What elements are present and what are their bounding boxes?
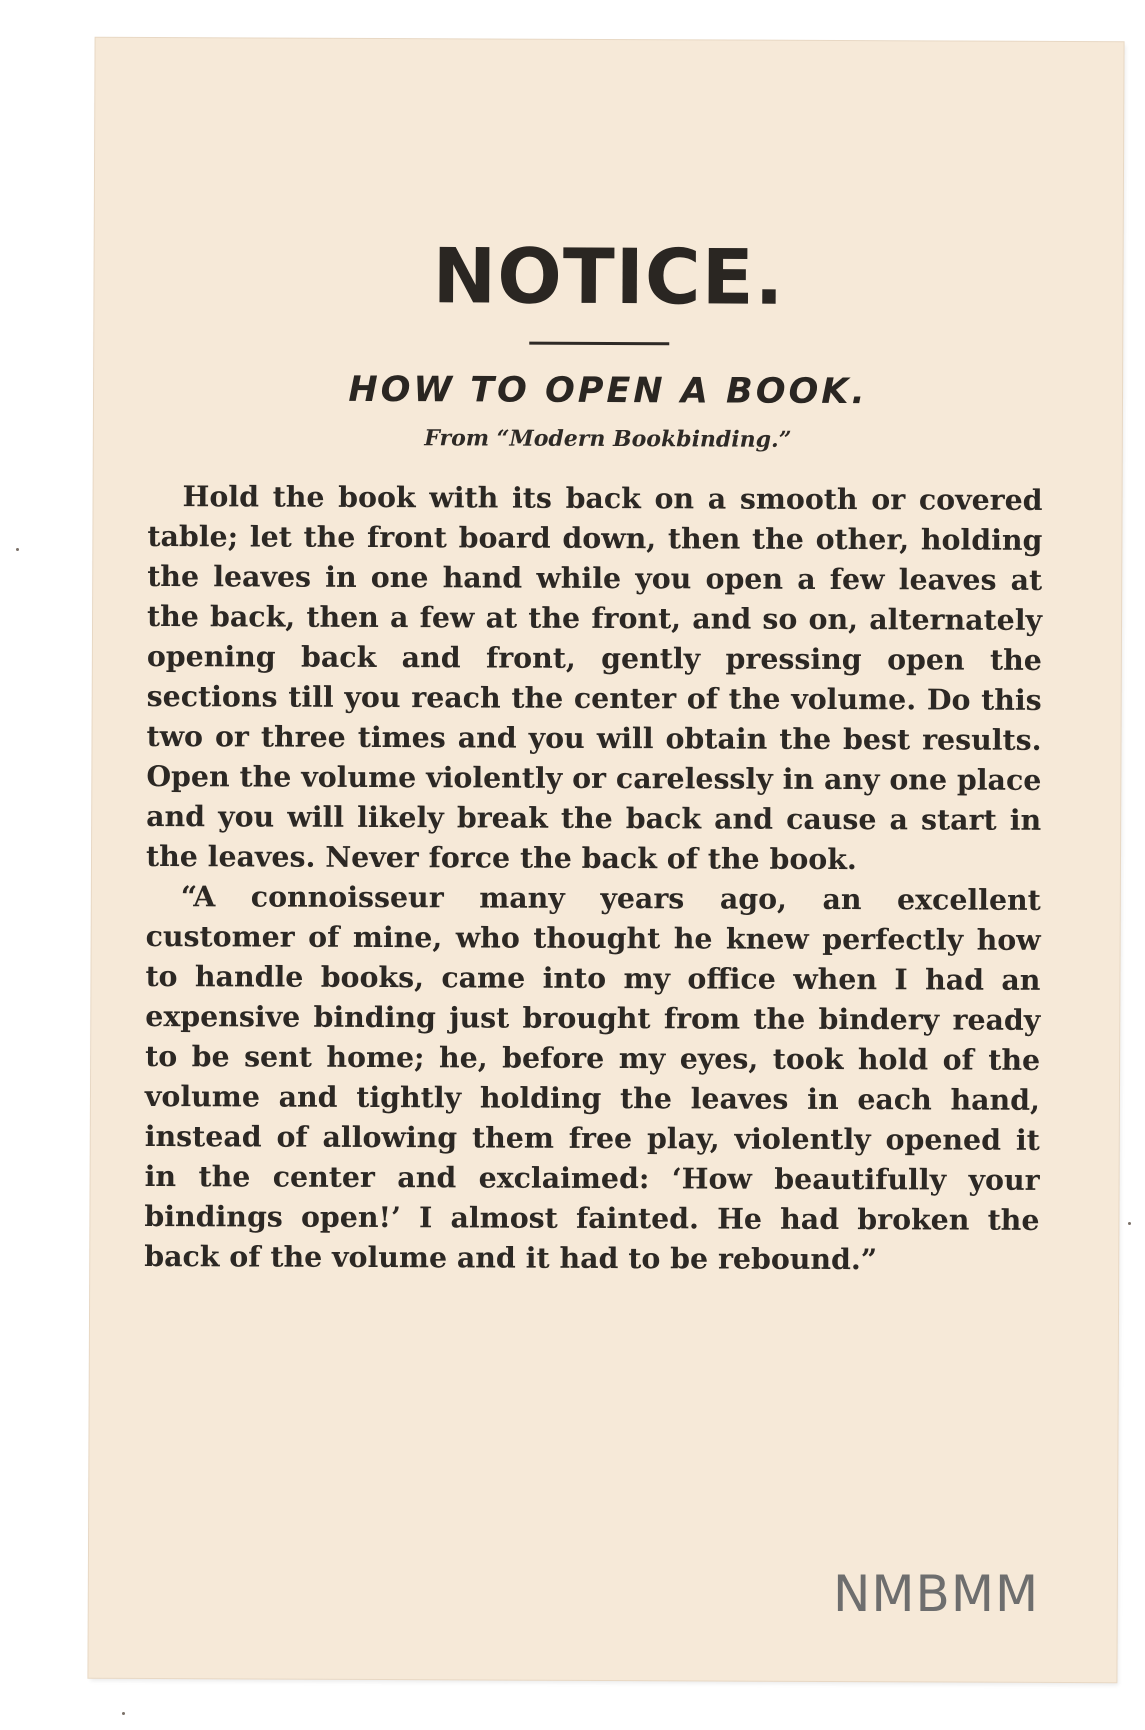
- watermark: NMBMM: [833, 1565, 1040, 1623]
- body-paragraph: Hold the book with its back on a smooth or covered table; let the front board down, then the other, holding the leaves in one hand while you open a few leaves at the back, then a few at the front, and so on, alternately opening back and front, gently pressing open the sections till you reach the center of the volume. Do this two or three times and you will obtain the best results. Open the volume violently or carelessly in any one place and you will likely break the back and cause a start in the leaves. Never force the back of the book.: [145, 479, 1043, 877]
- body-paragraph: “A connoisseur many years ago, an excellent customer of mine, who thought he knew perfectly how to handle books, came into my office when I had an expensive binding just brought from the bindery ready to be sent home; he, before my eyes, took hold of the volume and tightly holding the leaves in each hand, instead of allowing them free play, violently opened it in the center and exclaimed: ‘How beautifully your bindings open!’ I almost fainted. He had broken the back of the volume and it had to be rebound.”: [144, 879, 1041, 1277]
- source-attribution: From “Modern Bookbinding.”: [424, 425, 792, 453]
- notice-title: NOTICE.: [432, 231, 785, 322]
- paper-speck: [122, 1712, 125, 1715]
- paper-speck: [16, 548, 19, 551]
- notice-body: [144, 476, 1042, 1280]
- paper-speck: [1128, 1222, 1131, 1225]
- notice-subtitle: HOW TO OPEN A BOOK.: [348, 369, 868, 413]
- notice-card: [88, 38, 1123, 1682]
- title-divider: [529, 342, 669, 346]
